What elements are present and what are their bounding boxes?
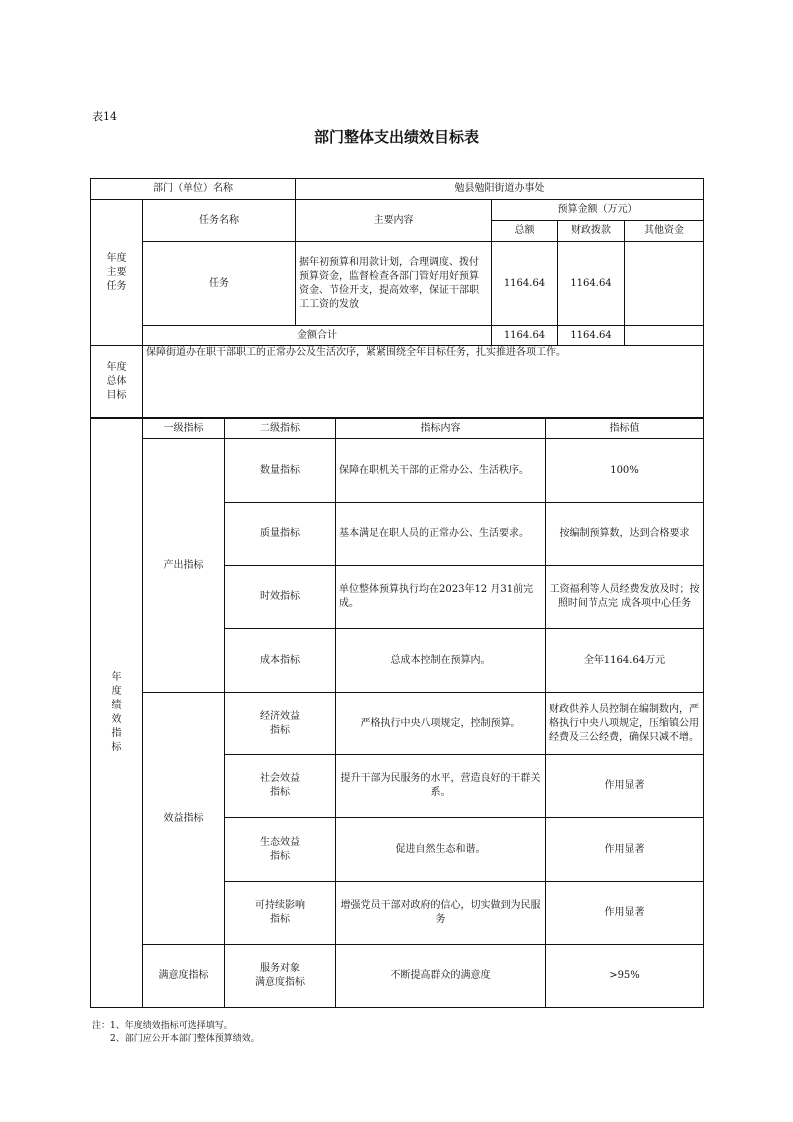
indicator-level2 <box>225 945 336 1008</box>
indicator-content: 严格执行中央八项规定，控制预算。 <box>336 693 546 755</box>
indicator-level2 <box>225 755 336 818</box>
indicator-level2: 数量指标 <box>225 439 336 503</box>
overall-goal-text: 保障街道办在职干部职工的正常办公及生活次序，紧紧围绕全年目标任务，扎实推进各项工作。 <box>143 346 704 418</box>
indicator-value: 按编制预算数，达到合格要求 <box>546 503 704 566</box>
indicator-level2-text: 社会效益 指标 <box>260 773 300 798</box>
indicator-content: 基本满足在职人员的正常办公、生活要求。 <box>336 503 546 566</box>
indicator-content: 提升干部为民服务的水平，营造良好的干群关系。 <box>336 755 546 818</box>
task-total-cell: 1164.64 <box>492 242 558 326</box>
indicator-level2 <box>225 818 336 882</box>
indicator-section-label-text: 年 度 绩 效 指 标 <box>111 672 122 753</box>
annual-task-label <box>91 200 143 346</box>
indicator-value: >95% <box>546 945 704 1008</box>
indicator-value: 作用显著 <box>546 882 704 945</box>
budget-table <box>90 178 704 418</box>
indicator-table <box>90 418 704 1008</box>
indicator-content: 促进自然生态和谐。 <box>336 818 546 882</box>
indicator-level2-text: 服务对象 满意度指标 <box>255 963 305 988</box>
value-header: 指标值 <box>546 419 704 439</box>
indicator-content: 单位整体预算执行均在2023年12 月31前完成。 <box>336 566 546 629</box>
output-indicator-label: 产出指标 <box>143 439 225 693</box>
indicator-content: 增强党员干部对政府的信心，切实做到为民服务 <box>336 882 546 945</box>
footnotes <box>92 1020 260 1046</box>
sum-total-cell: 1164.64 <box>492 326 558 346</box>
indicator-level2 <box>225 882 336 945</box>
main-content-header: 主要内容 <box>296 200 492 242</box>
indicator-value: 100% <box>546 439 704 503</box>
footnote-2: 2、部门应公开本部门整体预算绩效。 <box>110 1034 260 1044</box>
overall-goal-label <box>91 346 143 418</box>
indicator-level2: 成本指标 <box>225 629 336 693</box>
indicator-section-label <box>91 419 143 1008</box>
sum-other-cell <box>625 326 704 346</box>
indicator-level2-text: 生态效益 指标 <box>260 836 300 862</box>
fiscal-header: 财政拨款 <box>558 221 625 242</box>
indicator-content: 总成本控制在预算内。 <box>336 629 546 693</box>
indicator-content: 保障在职机关干部的正常办公、生活秩序。 <box>336 439 546 503</box>
indicator-level2 <box>225 693 336 755</box>
indicator-value: 全年1164.64万元 <box>546 629 704 693</box>
task-other-cell <box>625 242 704 326</box>
level2-header: 二级指标 <box>225 419 336 439</box>
indicator-value: 作用显著 <box>546 818 704 882</box>
footnote-1: 注：1、年度绩效指标可选择填写。 <box>92 1021 233 1031</box>
budget-amount-header: 预算金额（万元） <box>492 200 704 221</box>
total-header: 总额 <box>492 221 558 242</box>
dept-label: 部门（单位）名称 <box>91 179 296 200</box>
task-name-cell: 任务 <box>143 242 296 326</box>
satisfaction-indicator-label: 满意度指标 <box>143 945 225 1008</box>
indicator-level2: 时效指标 <box>225 566 336 629</box>
sum-label: 金额合计 <box>143 326 492 346</box>
indicator-value: 作用显著 <box>546 755 704 818</box>
sum-fiscal-cell: 1164.64 <box>558 326 625 346</box>
benefit-indicator-label: 效益指标 <box>143 693 225 945</box>
indicator-value: 工资福利等人员经费发放及时；按照时间节点完 成各项中心任务 <box>546 566 704 629</box>
overall-goal-label-text: 年度 总体 目标 <box>106 361 127 401</box>
indicator-content: 不断提高群众的满意度 <box>336 945 546 1008</box>
indicator-level2-text: 可持续影响 指标 <box>255 900 305 925</box>
indicator-value: 财政供养人员控制在编制数内，严格执行中央八项规定，压缩镇公用经费及三公经费，确保只减不增。 <box>546 693 704 755</box>
annual-task-label-text: 年度 主要 任务 <box>106 252 127 292</box>
indicator-level2-text: 经济效益 指标 <box>260 710 300 736</box>
table-number: 表14 <box>92 110 117 123</box>
task-name-header: 任务名称 <box>143 200 296 242</box>
dept-name: 勉县勉阳街道办事处 <box>296 179 704 200</box>
indicator-level2: 质量指标 <box>225 503 336 566</box>
content-header: 指标内容 <box>336 419 546 439</box>
task-content-cell: 据年初预算和用款计划，合理调度、拨付预算资金，监督检查各部门管好用好预算资金、节俭开支，提高效率，保证干部职工工资的发放 <box>296 242 492 326</box>
level1-header: 一级指标 <box>143 419 225 439</box>
page-title: 部门整体支出绩效目标表 <box>313 128 479 146</box>
other-funds-header: 其他资金 <box>625 221 704 242</box>
task-fiscal-cell: 1164.64 <box>558 242 625 326</box>
